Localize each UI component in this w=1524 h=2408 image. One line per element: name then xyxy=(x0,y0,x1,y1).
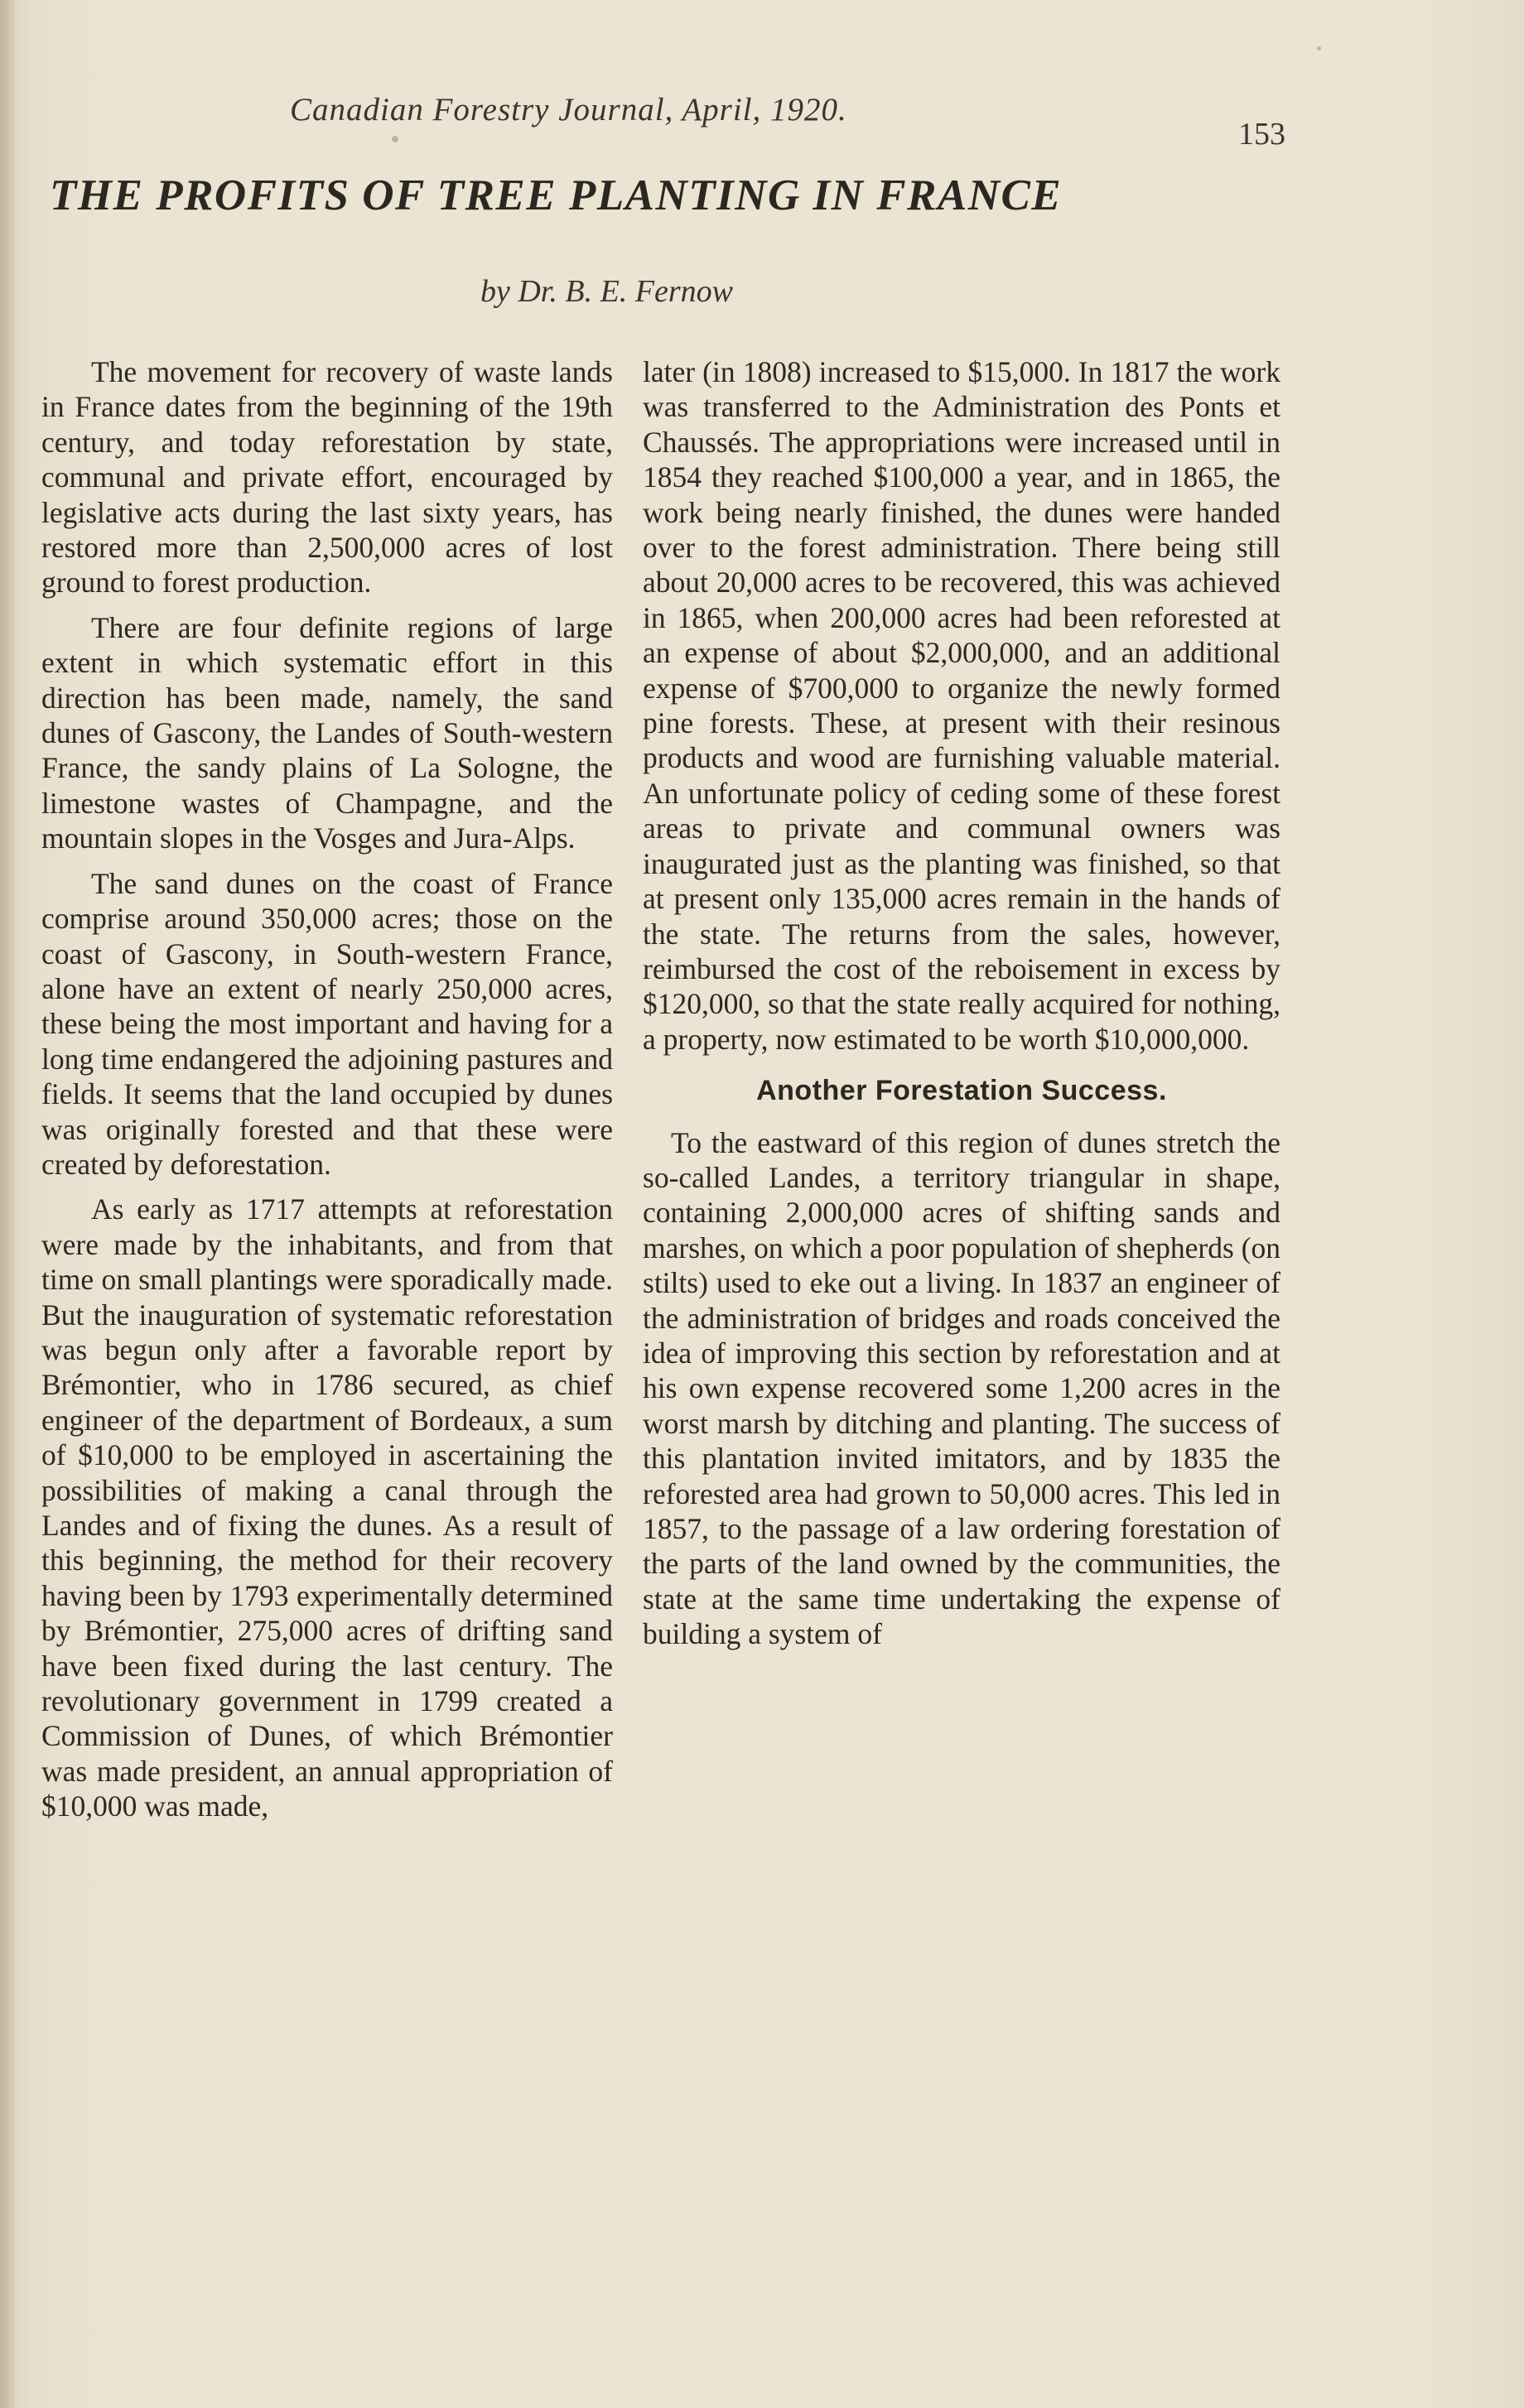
paragraph: As early as 1717 attempts at reforestation were made by the inhabitants, and from that time on small plantings were sporadically made. But the inauguration of systematic reforestation was begun only after a favorable report by Brémontier, who in 1786 secured, as chief engineer of the department of Bordeaux, a sum of $10,000 to be employed in ascertaining the possibilities of making a canal through the Landes and of fixing the dunes. As a result of this beginning, the method for their recovery having been by 1793 experimentally determined by Brémontier, 275,000 acres of drifting sand have been fixed during the last century. The revolutionary government in 1799 created a Commission of Dunes, of which Brémontier was made president, an annual appropriation of $10,000 was made, xyxy=(41,1192,613,1823)
paper-speck xyxy=(392,136,398,142)
paragraph: The sand dunes on the coast of France comprise around 350,000 acres; those on the coast of Gascony, in South-western France, alone have an extent of nearly 250,000 acres, these being the most important and having for a long time endangered the adjoining pastures and fields. It seems that the land occupied by dunes was originally forested and that these were created by deforestation. xyxy=(41,866,613,1181)
right-column xyxy=(643,354,1280,1662)
paragraph: To the eastward of this region of dunes stretch the so-called Landes, a territory triangular in shape, containing 2,000,000 acres of shifting sands and marshes, on which a poor population of shepherds (on stilts) used to eke out a living. In 1837 an engineer of the administration of bridges and roads conceived the idea of improving this section by reforestation and at his own expense recovered some 1,200 acres in the worst marsh by ditching and planting. The success of this plantation invited imitators, and by 1835 the reforested area had grown to 50,000 acres. This led in 1857, to the passage of a law ordering forestation of the parts of the land owned by the communities, the state at the same time undertaking the expense of building a system of xyxy=(643,1125,1280,1651)
section-subheading: Another Forestation Success. xyxy=(756,1075,1167,1107)
article-title: THE PROFITS OF TREE PLANTING IN FRANCE xyxy=(50,171,1063,219)
running-header: Canadian Forestry Journal, April, 1920. xyxy=(290,92,847,128)
paragraph: There are four definite regions of large extent in which systematic effort in this direction has been made, namely, the sand dunes of Gascony, the Landes of South-western France, the sandy plains of La Sologne, the limestone wastes of Champagne, and the mountain slopes in the Vosges and Jura-Alps. xyxy=(41,610,613,855)
left-column xyxy=(41,354,613,1834)
article-byline: by Dr. B. E. Fernow xyxy=(480,274,734,309)
paragraph: later (in 1808) increased to $15,000. In 1817 the work was transferred to the Administration des Ponts et Chaussés. The appropriations were increased until in 1854 they reached $100,000 a year, and in 1865, the work being nearly finished, the dunes were handed over to the forest administration. There being still about 20,000 acres to be recovered, this was achieved in 1865, when 200,000 acres had been reforested at an expense of about $2,000,000, and an additional expense of $700,000 to organize the newly formed pine forests. These, at present with their resinous products and wood are furnishing valuable material. An unfortunate policy of ceding some of these forest areas to private and communal owners was inaugurated just as the planting was finished, so that at present only 135,000 acres remain in the hands of the state. The returns from the sales, however, reimbursed the cost of the reboisement in excess by $120,000, so that the state really acquired for nothing, a property, now estimated to be worth $10,000,000. xyxy=(643,355,1280,1056)
paragraph: The movement for recovery of waste lands in France dates from the beginning of the 19th century, and today reforestation by state, communal and private effort, encouraged by legislative acts during the last sixty years, has restored more than 2,500,000 acres of lost ground to forest production. xyxy=(41,355,613,600)
page-number: 153 xyxy=(1238,117,1285,152)
binding-edge xyxy=(0,0,15,2408)
paper-speck xyxy=(1317,46,1321,51)
